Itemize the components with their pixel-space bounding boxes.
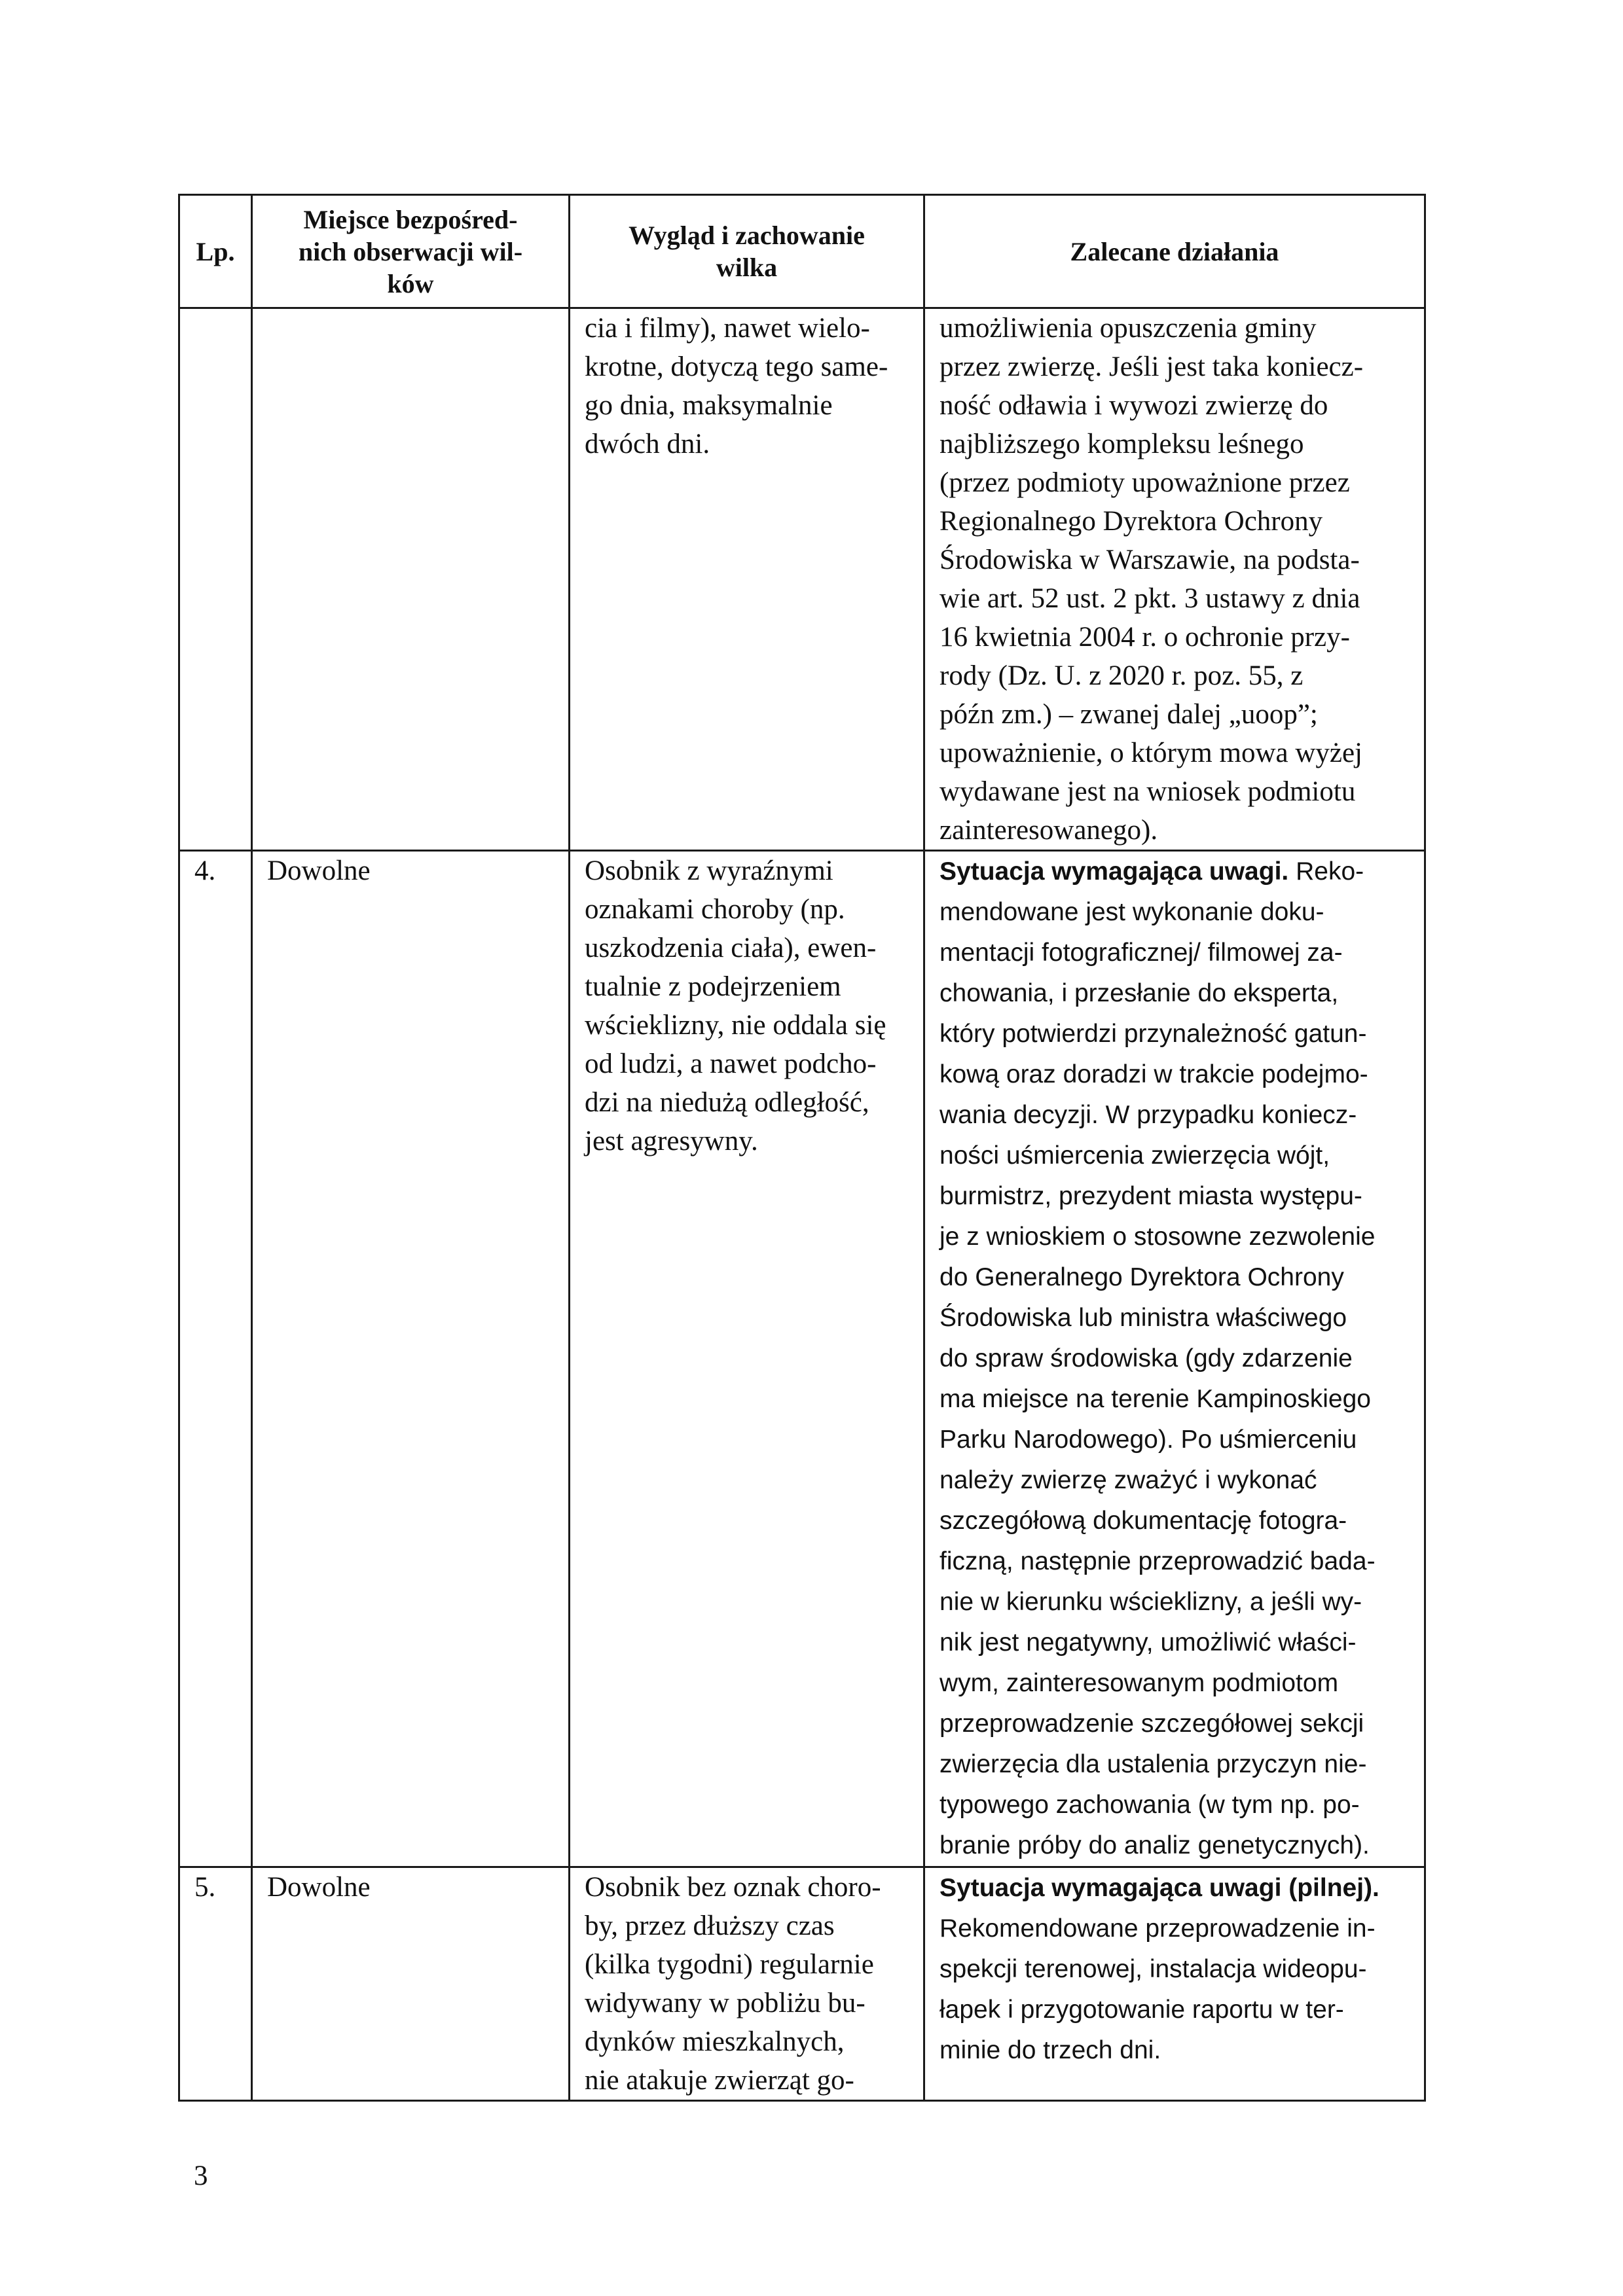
cell-appearance: Osobnik bez oznak choro- by, przez dłuższy czas (kilka tygodni) regularnie widywany w pobliżu bu- dynków mieszkalnych, nie atakuje zwierząt go-	[570, 1867, 924, 2101]
table-row	[179, 308, 1425, 851]
cell-action	[924, 1867, 1425, 2101]
cell-appearance: cia i filmy), nawet wielo- krotne, dotyczą tego same- go dnia, maksymalnie dwóch dni.	[570, 308, 924, 851]
cell-action	[924, 851, 1425, 1867]
cell-action: umożliwienia opuszczenia gminy przez zwierzę. Jeśli jest taka koniecz- ność odławia i wywozi zwierzę do najbliższego kompleksu leśnego (przez podmioty upoważnione przez Regionalnego Dyrektora Ochrony Środowiska w Warszawie, na podsta- wie art. 52 ust. 2 pkt. 3 ustawy z dnia 16 kwietnia 2004 r. o ochronie przy- rody (Dz. U. z 2020 r. poz. 55, z późn zm.) – zwanej dalej „uoop”; upoważnienie, o którym mowa wyżej wydawane jest na wniosek podmiotu zainteresowanego).	[924, 308, 1425, 851]
header-recommended-actions: Zalecane działania	[924, 195, 1425, 308]
cell-place: Dowolne	[252, 1867, 570, 2101]
cell-appearance: Osobnik z wyraźnymi oznakami choroby (np. uszkodzenia ciała), ewen- tualnie z podejrzeniem wścieklizny, nie oddala się od ludzi, a nawet podcho- dzi na niedużą odległość, jest agresywny.	[570, 851, 924, 1867]
page-number: 3	[194, 2161, 208, 2191]
action-text: Rekomendowane przeprowadzenie in- spekcji terenowej, instalacja wideopu- łapek i przygotowanie raportu w ter- minie do trzech dni.	[939, 1914, 1376, 2064]
table-row	[179, 1867, 1425, 2101]
wolf-observation-table	[178, 194, 1426, 2102]
action-heading: Sytuacja wymagająca uwagi (pilnej).	[939, 1874, 1379, 1902]
cell-lp: 4.	[179, 851, 252, 1867]
header-observation-place: Miejsce bezpośred- nich obserwacji wil- ków	[252, 195, 570, 308]
cell-place	[252, 308, 570, 851]
table-row	[179, 851, 1425, 1867]
action-heading: Sytuacja wymagająca uwagi.	[939, 857, 1289, 886]
action-text: Reko- mendowane jest wykonanie doku- mentacji fotograficznej/ filmowej za- chowania, i przesłanie do eksperta, który potwierdzi przynależność gatun- kową oraz doradzi w trakcie podejmo- wania decyzji. W przypadku koniecz- ności uśmiercenia zwierzęcia wójt, burmistrz, prezydent miasta występu- je z wnioskiem o stosowne zezwolenie do Generalnego Dyrektora Ochrony Środowiska lub ministra właściwego do spraw środowiska (gdy zdarzenie ma miejsce na terenie Kampinoskiego Parku Narodowego). Po uśmierceniu należy zwierzę zważyć i wykonać szczegółową dokumentację fotogra- ficzną, następnie przeprowadzić bada- nie w kierunku wścieklizny, a jeśli wy- nik jest negatywny, umożliwić właści- wym, zainteresowanym podmiotom przeprowadzenie szczegółowej sekcji zwierzęcia dla ustalenia przyczyn nie- typowego zachowania (w tym np. po- branie próby do analiz genetycznych).	[939, 857, 1376, 1859]
cell-lp	[179, 308, 252, 851]
cell-lp: 5.	[179, 1867, 252, 2101]
header-appearance-behavior: Wygląd i zachowanie wilka	[570, 195, 924, 308]
header-lp: Lp.	[179, 195, 252, 308]
cell-place: Dowolne	[252, 851, 570, 1867]
table-header-row	[179, 195, 1425, 308]
